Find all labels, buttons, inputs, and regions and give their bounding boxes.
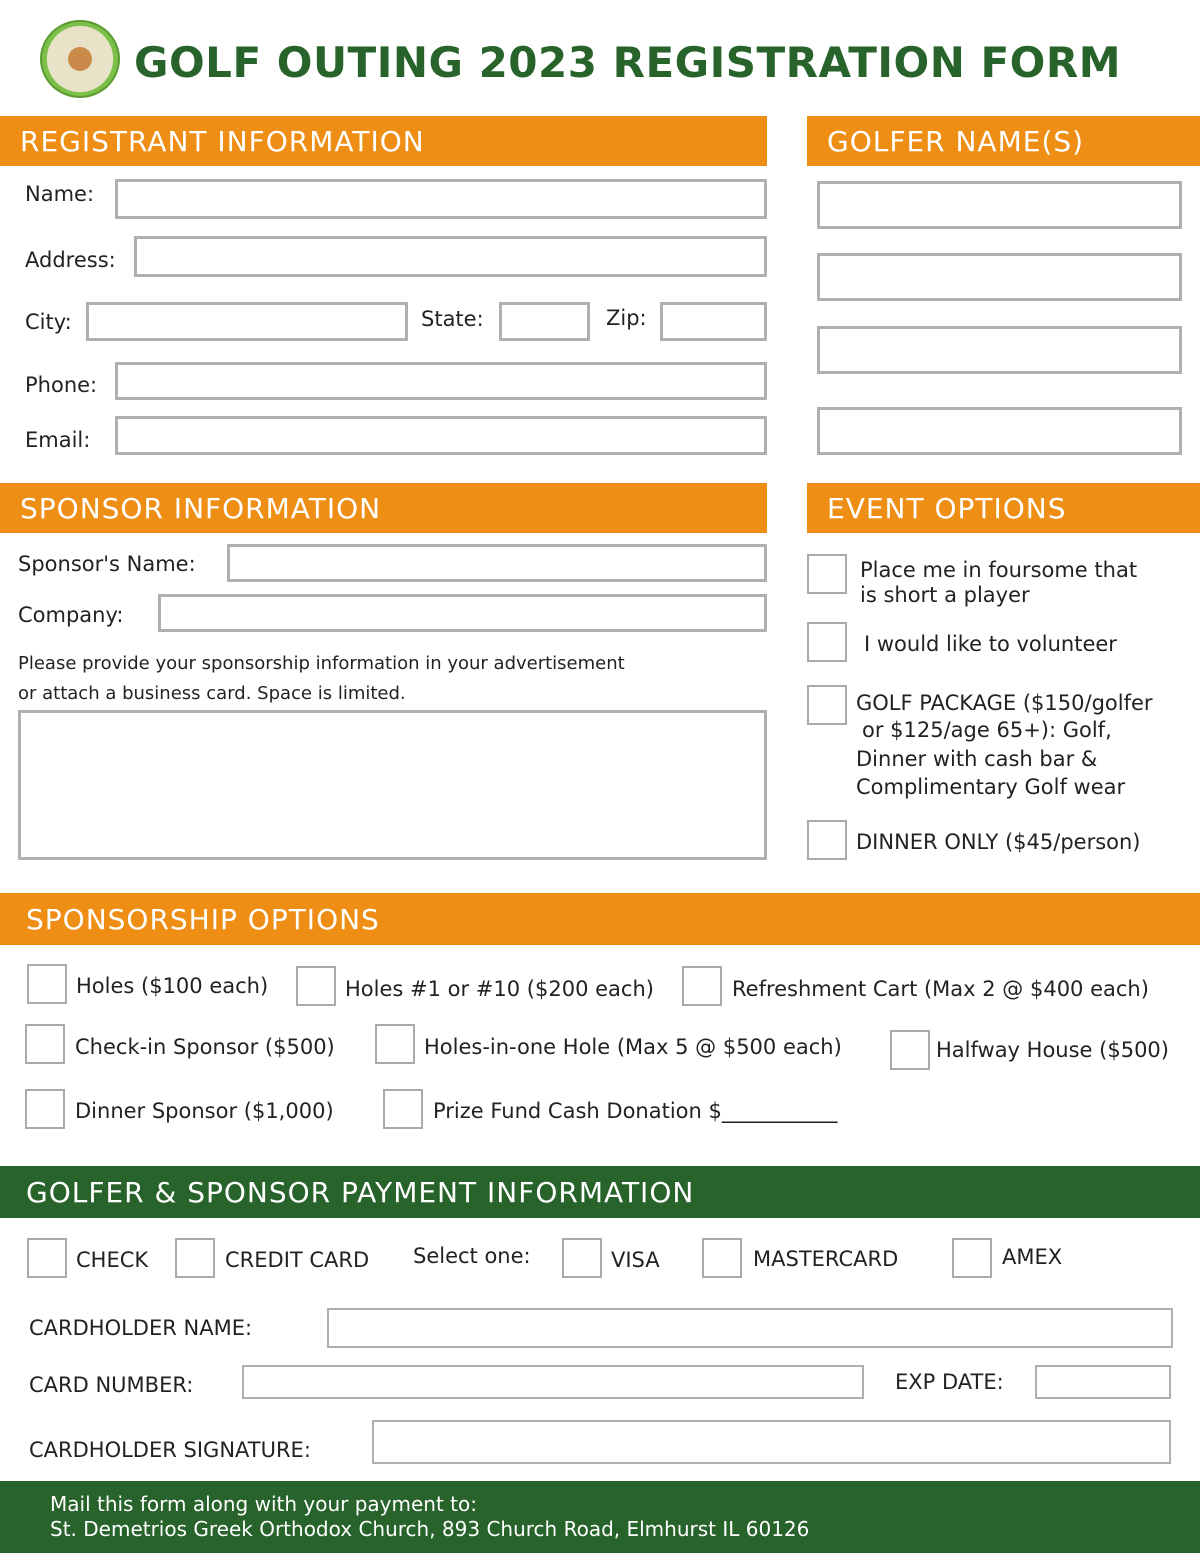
sponsor-note-2: or attach a business card. Space is limited.: [18, 683, 406, 704]
address-field[interactable]: [134, 236, 767, 277]
cardholder-name-label: CARDHOLDER NAME:: [29, 1316, 253, 1340]
email-field[interactable]: [115, 416, 767, 455]
dinner-sponsor-label: Dinner Sponsor ($1,000): [75, 1099, 334, 1123]
holes-checkbox[interactable]: [27, 964, 67, 1004]
state-field[interactable]: [499, 302, 590, 341]
amex-checkbox[interactable]: [952, 1238, 992, 1278]
visa-checkbox[interactable]: [562, 1238, 602, 1278]
state-label: State:: [421, 307, 484, 331]
name-field[interactable]: [115, 179, 767, 219]
holes-label: Holes ($100 each): [76, 974, 269, 998]
dinner-only-checkbox[interactable]: [807, 820, 847, 860]
check-label: CHECK: [76, 1248, 149, 1272]
dinner-only-label: DINNER ONLY ($45/person): [856, 830, 1141, 854]
hole-in-one-label: Holes-in-one Hole (Max 5 @ $500 each): [424, 1035, 842, 1059]
signature-label: CARDHOLDER SIGNATURE:: [29, 1438, 311, 1462]
golfer-name-field-2[interactable]: [817, 253, 1182, 301]
golf-package-label-3: Dinner with cash bar &: [856, 747, 1098, 771]
card-number-label: CARD NUMBER:: [29, 1373, 194, 1397]
check-checkbox[interactable]: [27, 1238, 67, 1278]
footer-line-2: St. Demetrios Greek Orthodox Church, 893 Church Road, Elmhurst IL 60126: [50, 1517, 810, 1541]
amex-label: AMEX: [1002, 1245, 1063, 1269]
halfway-house-label: Halfway House ($500): [936, 1038, 1169, 1062]
holes-1-10-label: Holes #1 or #10 ($200 each): [345, 977, 654, 1001]
payment-heading: GOLFER & SPONSOR PAYMENT INFORMATION: [0, 1166, 1200, 1218]
signature-field[interactable]: [372, 1420, 1171, 1464]
city-field[interactable]: [86, 302, 408, 341]
golf-package-label-2: or $125/age 65+): Golf,: [862, 718, 1112, 742]
prize-fund-checkbox[interactable]: [383, 1089, 423, 1129]
event-heading: EVENT OPTIONS: [807, 483, 1200, 533]
name-label: Name:: [25, 182, 95, 206]
mastercard-label: MASTERCARD: [753, 1247, 899, 1271]
visa-label: VISA: [611, 1248, 660, 1272]
sponsor-name-field[interactable]: [227, 544, 767, 582]
exp-date-label: EXP DATE:: [895, 1370, 1004, 1394]
check-in-checkbox[interactable]: [25, 1024, 65, 1064]
refreshment-cart-checkbox[interactable]: [682, 966, 722, 1006]
foursome-label-1: Place me in foursome that: [860, 558, 1138, 582]
volunteer-label: I would like to volunteer: [864, 632, 1117, 656]
dinner-sponsor-checkbox[interactable]: [25, 1089, 65, 1129]
exp-date-field[interactable]: [1035, 1365, 1171, 1399]
company-field[interactable]: [158, 594, 767, 632]
prize-fund-label: Prize Fund Cash Donation $___________: [433, 1099, 838, 1123]
phone-label: Phone:: [25, 373, 98, 397]
email-label: Email:: [25, 428, 91, 452]
check-in-label: Check-in Sponsor ($500): [75, 1035, 335, 1059]
credit-card-label: CREDIT CARD: [225, 1248, 370, 1272]
select-one-label: Select one:: [413, 1244, 531, 1268]
phone-field[interactable]: [115, 362, 767, 400]
church-logo: [40, 20, 120, 98]
hole-in-one-checkbox[interactable]: [375, 1024, 415, 1064]
golf-package-checkbox[interactable]: [807, 685, 847, 725]
mastercard-checkbox[interactable]: [702, 1238, 742, 1278]
volunteer-checkbox[interactable]: [807, 622, 847, 662]
advertisement-field[interactable]: [18, 710, 767, 860]
footer-line-1: Mail this form along with your payment to:: [50, 1492, 477, 1516]
city-label: City:: [25, 310, 72, 334]
foursome-label-2: is short a player: [860, 583, 1030, 607]
golfer-name-field-4[interactable]: [817, 407, 1182, 455]
sponsor-name-label: Sponsor's Name:: [18, 552, 196, 576]
zip-label: Zip:: [606, 306, 647, 330]
holes-1-10-checkbox[interactable]: [296, 966, 336, 1006]
halfway-house-checkbox[interactable]: [890, 1030, 930, 1070]
card-number-field[interactable]: [242, 1365, 864, 1399]
sponsor-note-1: Please provide your sponsorship information in your advertisement: [18, 653, 625, 674]
zip-field[interactable]: [660, 302, 767, 341]
golf-package-label-1: GOLF PACKAGE ($150/golfer: [856, 691, 1153, 715]
golfer-name-field-1[interactable]: [817, 181, 1182, 229]
sponsor-heading: SPONSOR INFORMATION: [0, 483, 767, 533]
company-label: Company:: [18, 603, 124, 627]
registrant-heading: REGISTRANT INFORMATION: [0, 116, 767, 166]
credit-card-checkbox[interactable]: [175, 1238, 215, 1278]
address-label: Address:: [25, 248, 116, 272]
cardholder-name-field[interactable]: [327, 1308, 1173, 1348]
golfer-name-field-3[interactable]: [817, 326, 1182, 374]
golf-package-label-4: Complimentary Golf wear: [856, 775, 1126, 799]
golfers-heading: GOLFER NAME(S): [807, 116, 1200, 166]
page-title: GOLF OUTING 2023 REGISTRATION FORM: [134, 38, 1121, 87]
foursome-checkbox[interactable]: [807, 554, 847, 594]
sponsorship-heading: SPONSORSHIP OPTIONS: [0, 893, 1200, 945]
refreshment-cart-label: Refreshment Cart (Max 2 @ $400 each): [732, 977, 1149, 1001]
